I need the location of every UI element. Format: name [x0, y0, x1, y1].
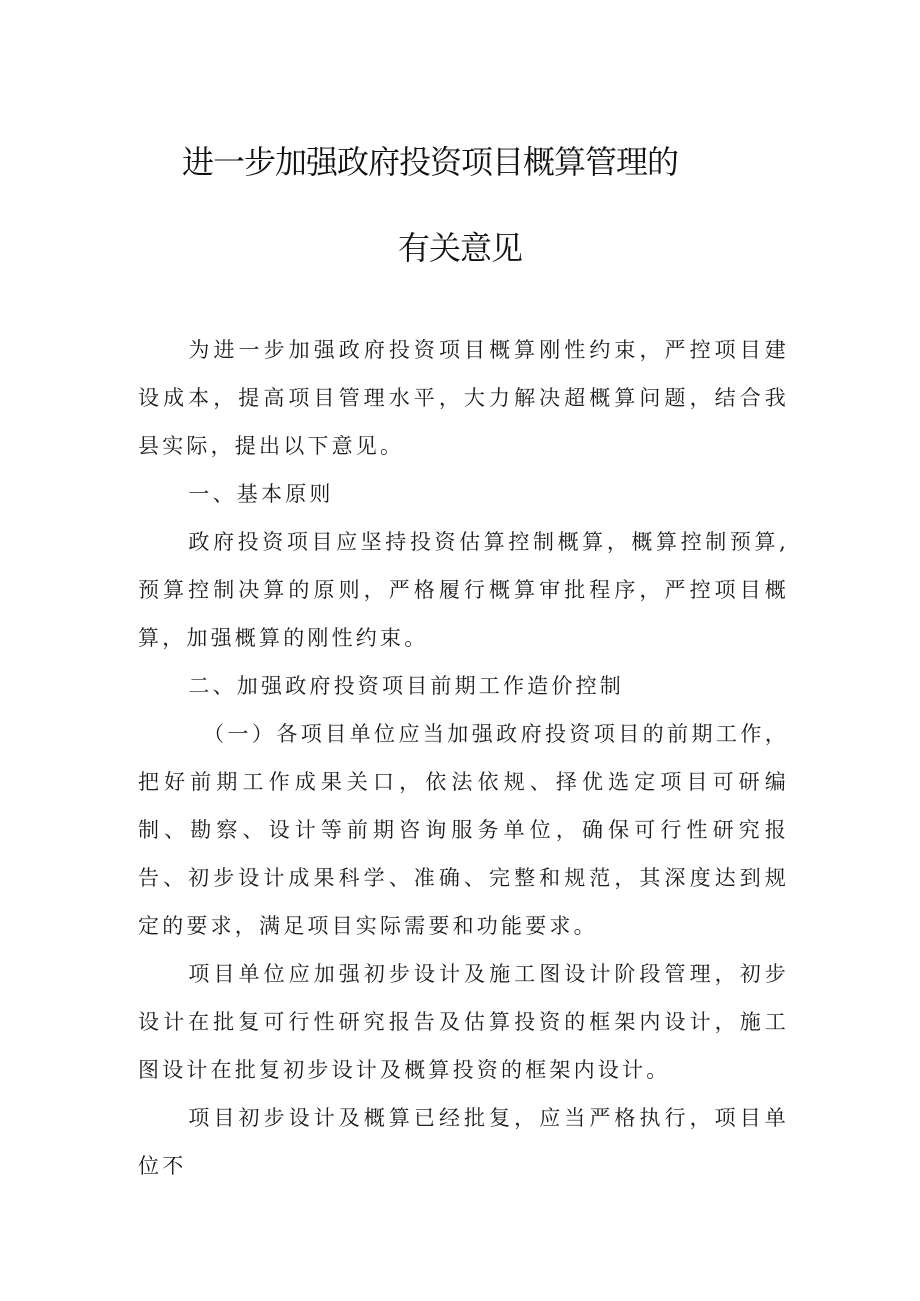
paragraph-design-management: 项目单位应加强初步设计及施工图设计阶段管理，初步设计在批复可行性研究报告及估算投资的框架内设计，施工图设计在批复初步设计及概算投资的框架内设计。 [138, 962, 789, 1082]
document-body [138, 326, 789, 1190]
section-heading-basic-principles: 一、基本原则 [188, 482, 334, 506]
document-title-line-1: 进一步加强政府投资项目概算管理的 [182, 143, 679, 181]
document-title-line-2: 有关意见 [398, 229, 523, 267]
paragraph-intro: 为进一步加强政府投资项目概算刚性约束，严控项目建设成本，提高项目管理水平，大力解决超概算问题，结合我县实际，提出以下意见。 [138, 338, 789, 458]
paragraph-basic-principles: 政府投资项目应坚持投资估算控制概算，概算控制预算,预算控制决算的原则，严格履行概算审批程序，严控项目概算，加强概算的刚性约束。 [138, 530, 789, 650]
section-heading-preliminary-work: 二、加强政府投资项目前期工作造价控制 [188, 674, 624, 698]
paragraph-approved-design: 项目初步设计及概算已经批复，应当严格执行，项目单位不 [138, 1106, 789, 1178]
paragraph-item-1: （一）各项目单位应当加强政府投资项目的前期工作，把好前期工作成果关口，依法依规、择优选定项目可研编制、勘察、设计等前期咨询服务单位，确保可行性研究报告、初步设计成果科学、准确、完整和规范，其深度达到规定的要求，满足项目实际需要和功能要求。 [138, 722, 789, 938]
